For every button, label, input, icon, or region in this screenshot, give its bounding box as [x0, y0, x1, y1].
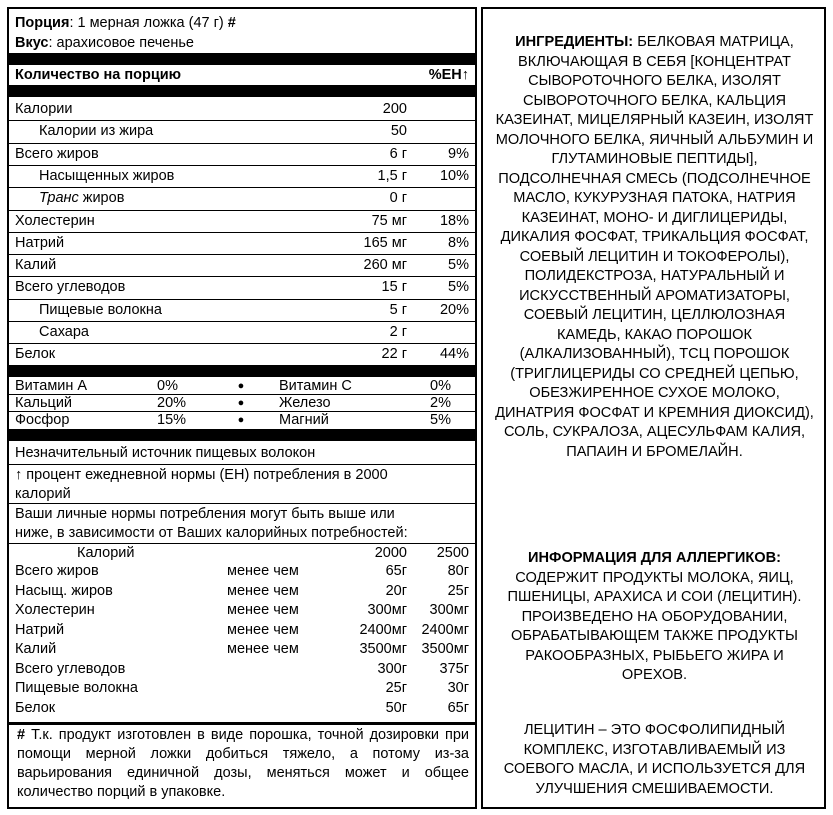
nutrient-daily-value: 5%	[448, 279, 469, 296]
nutrient-name: Натрий	[15, 234, 65, 251]
reference-nutrient: Натрий	[15, 621, 65, 638]
ingredients-text: ИНГРЕДИЕНТЫ: БЕЛКОВАЯ МАТРИЦА, ВКЛЮЧАЮЩАЯ В СЕБЯ [КОНЦЕНТРАТ СЫВОРОТОЧНОГО БЕЛКА, ИЗОЛЯТ СЫВОРОТОЧНОГО БЕЛКА, КАЛЬЦИЯ КАЗЕИНАТ, МИЦЕЛЯРНЫЙ КАЗЕИН, ИЗОЛЯТ МОЛОЧНОГО БЕЛКА, ЯИЧНЫЙ АЛЬБУМИН И ГЛУТАМИНОВЫЕ ПЕПТИДЫ], ПОДСОЛНЕЧНАЯ СМЕСЬ (ПОДСОЛНЕЧНОЕ МАСЛО, КУКУРУЗНАЯ ПАТОКА, НАТРИЯ КАЗЕИНАТ, МОНО- И ДИГЛИЦЕРИДЫ, ДИКАЛИЯ ФОСФАТ, ТРИКАЛЬЦИЯ ФОСФАТ, СОЕВЫЙ ЛЕЦИТИН И ТОКОФЕРОЛЫ), ПОЛИДЕКСТРОЗА, НАТУРАЛЬНЫЙ И ИСКУССТВЕННЫЙ АРОМАТИЗАТОРЫ, СОЕВЫЙ ЛЕЦИТИН, ЦЕЛЛЮЛОЗНАЯ КАМЕДЬ, КАКАО ПОРОШОК (АЛКАЛИЗОВАННЫЙ), ТСЦ ПОРОШОК (ТРИГЛИЦЕРИДЫ СО СРЕДНЕЙ ЦЕПЬЮ, ОБЕЗЖИРЕННОЕ СУХОЕ МОЛОКО, ДИНАТРИЯ ФОСФАТ И КРЕМНИЯ ДИОКСИД), СОЛЬ, СУКРАЛОЗА, АЦЕСУЛЬФАМ КАЛИЯ, ПАПАИН И БРОМЕЛАЙН.	[495, 34, 814, 460]
nutrient-daily-value: 44%	[439, 346, 469, 363]
nutrient-name	[39, 190, 124, 206]
limits-note-line1: Ваши личные нормы потребления могут быть выше или	[15, 506, 395, 522]
vitamin-name: Магний	[279, 412, 329, 428]
nutrient-amount: 2 г	[389, 324, 407, 340]
vitamin-name: Витамин С	[279, 378, 352, 394]
divider	[9, 543, 475, 544]
reference-value-2500: 3500мг	[421, 641, 469, 657]
nutrient-name: Насыщенных жиров	[39, 167, 175, 184]
nutrient-name: Белок	[15, 346, 56, 363]
row-divider	[9, 143, 475, 144]
thick-divider	[9, 85, 475, 97]
nutrient-daily-value: 8%	[448, 234, 469, 251]
nutrient-name: Всего углеводов	[15, 279, 126, 296]
reference-qualifier: менее чем	[227, 582, 299, 599]
row-divider	[9, 165, 475, 166]
reference-col-2000: 2000	[374, 545, 407, 561]
nutrient-daily-value: 9%	[448, 145, 469, 162]
flavor: Вкус: арахисовое печенье	[15, 35, 194, 51]
row-divider	[9, 411, 475, 412]
vitamin-value: 5%	[430, 412, 451, 428]
bullet-icon: ●	[237, 397, 245, 409]
nutrient-name: Всего жиров	[15, 145, 99, 162]
reference-value-2000: 65г	[385, 563, 407, 579]
nutrient-daily-value: 10%	[439, 167, 469, 184]
vitamin-value: 0%	[157, 378, 178, 394]
vitamin-value: 15%	[157, 412, 187, 428]
vitamin-name: Железо	[279, 395, 331, 411]
row-divider	[9, 276, 475, 277]
reference-calories-label: Калорий	[77, 545, 135, 561]
nutrient-amount: 5 г	[389, 301, 407, 318]
limits-note-line2: ниже, в зависимости от Ваших калорийных потребностей:	[15, 525, 408, 541]
nutrient-amount: 200	[382, 101, 407, 117]
nutrient-amount: 260 мг	[363, 257, 407, 274]
reference-value-2500: 65г	[447, 699, 469, 716]
nutrient-name: Калории	[15, 101, 73, 117]
nutrient-name-italic: Транс	[39, 190, 79, 207]
reference-value-2500: 300мг	[429, 602, 469, 618]
row-divider	[9, 299, 475, 300]
bullet-icon: ●	[237, 414, 245, 426]
nutrient-amount: 165 мг	[363, 234, 407, 251]
nutrition-facts-panel	[7, 7, 477, 809]
vitamin-value: 20%	[157, 395, 187, 411]
reference-col-2500: 2500	[436, 545, 469, 561]
reference-nutrient: Калий	[15, 641, 57, 657]
row-divider	[9, 254, 475, 255]
nutrient-name: Сахара	[39, 324, 89, 340]
reference-value-2500: 375г	[439, 660, 469, 677]
fiber-note: Незначительный источник пищевых волокон	[15, 445, 316, 461]
reference-qualifier: менее чем	[227, 641, 299, 657]
reference-value-2500: 2400мг	[421, 621, 469, 638]
row-divider	[9, 120, 475, 121]
dv-note-line1: ↑ процент ежедневной нормы (ЕН) потребления в 2000	[15, 467, 388, 483]
reference-value-2500: 30г	[447, 680, 469, 696]
nutrient-amount: 22 г	[381, 346, 407, 363]
divider	[9, 722, 475, 725]
nutrient-name: Калории из жира	[39, 123, 154, 140]
reference-value-2000: 50г	[385, 699, 407, 716]
reference-nutrient: Пищевые волокна	[15, 680, 138, 696]
nutrient-daily-value: 5%	[448, 257, 469, 274]
thick-divider	[9, 429, 475, 441]
row-divider	[9, 232, 475, 233]
reference-qualifier: менее чем	[227, 621, 299, 638]
nutrient-amount: 0 г	[389, 190, 407, 207]
nutrient-amount: 15 г	[381, 279, 407, 296]
ingredients-panel	[481, 7, 826, 809]
nutrient-name: Пищевые волокна	[39, 301, 162, 318]
row-divider	[9, 321, 475, 322]
nutrient-name-rest: жиров	[78, 190, 125, 207]
reference-value-2000: 25г	[385, 680, 407, 696]
reference-qualifier: менее чем	[227, 563, 299, 579]
row-divider	[9, 187, 475, 188]
vitamin-value: 2%	[430, 395, 451, 411]
nutrient-daily-value: 20%	[439, 301, 469, 318]
reference-value-2000: 300мг	[367, 602, 407, 618]
reference-nutrient: Всего жиров	[15, 563, 99, 579]
lecithin-note: ЛЕЦИТИН – ЭТО ФОСФОЛИПИДНЫЙ КОМПЛЕКС, ИЗГОТАВЛИВАЕМЫЙ ИЗ СОЕВОГО МАСЛА, И ИСПОЛЬЗУЕТСЯ ДЛЯ УЛУЧШЕНИЯ СМЕШИВАЕМОСТИ.	[503, 722, 806, 797]
reference-qualifier: менее чем	[227, 602, 299, 618]
allergy-info: ИНФОРМАЦИЯ ДЛЯ АЛЛЕРГИКОВ: СОДЕРЖИТ ПРОДУКТЫ МОЛОКА, ЯИЦ, ПШЕНИЦЫ, АРАХИСА И СОИ (ЛЕЦИТИН). ПРОИЗВЕДЕНО НА ОБОРУДОВАНИИ, ОБРАБАТЫВАЮЩЕМ ТАКЖЕ ПРОДУКТЫ РАКООБРАЗНЫХ, РЫБЬЕГО ЖИРА И ОРЕХОВ.	[507, 550, 802, 683]
reference-value-2000: 2400мг	[359, 621, 407, 638]
vitamin-name: Витамин А	[15, 378, 88, 394]
vitamin-name: Кальций	[15, 395, 73, 411]
divider	[9, 503, 475, 504]
nutrient-amount: 6 г	[389, 145, 407, 162]
vitamin-value: 0%	[430, 378, 451, 394]
row-divider	[9, 210, 475, 211]
serving-size: Порция: 1 мерная ложка (47 г) #	[15, 15, 236, 31]
divider	[9, 464, 475, 465]
thick-divider	[9, 365, 475, 377]
row-divider	[9, 394, 475, 395]
dv-note-line2: калорий	[15, 486, 71, 502]
nutrient-daily-value: 18%	[439, 212, 469, 229]
reference-value-2500: 80г	[447, 563, 469, 579]
reference-nutrient: Насыщ. жиров	[15, 582, 113, 599]
reference-value-2000: 3500мг	[359, 641, 407, 657]
reference-nutrient: Всего углеводов	[15, 660, 126, 677]
nutrient-name: Калий	[15, 257, 57, 274]
nutrient-name: Холестерин	[15, 212, 95, 229]
vitamin-name: Фосфор	[15, 412, 70, 428]
row-divider	[9, 343, 475, 344]
bullet-icon: ●	[237, 380, 245, 392]
reference-value-2500: 25г	[447, 582, 469, 599]
reference-value-2000: 300г	[377, 660, 407, 677]
nutrient-amount: 1,5 г	[377, 167, 407, 184]
thick-divider	[9, 53, 475, 65]
nutrient-amount: 75 мг	[371, 212, 407, 229]
amount-per-serving-header: Количество на порцию	[15, 67, 182, 83]
reference-nutrient: Белок	[15, 699, 56, 716]
serving-footnote: # Т.к. продукт изготовлен в виде порошка, точной дозировки при помощи мерной ложки добиться тяжело, а потому из-за варьирования единичной дозы, меняться может и общее количество порций в упаковке.	[17, 727, 469, 800]
reference-value-2000: 20г	[385, 582, 407, 599]
daily-value-header: %ЕН↑	[428, 67, 469, 83]
nutrient-amount: 50	[390, 123, 407, 140]
reference-nutrient: Холестерин	[15, 602, 95, 618]
